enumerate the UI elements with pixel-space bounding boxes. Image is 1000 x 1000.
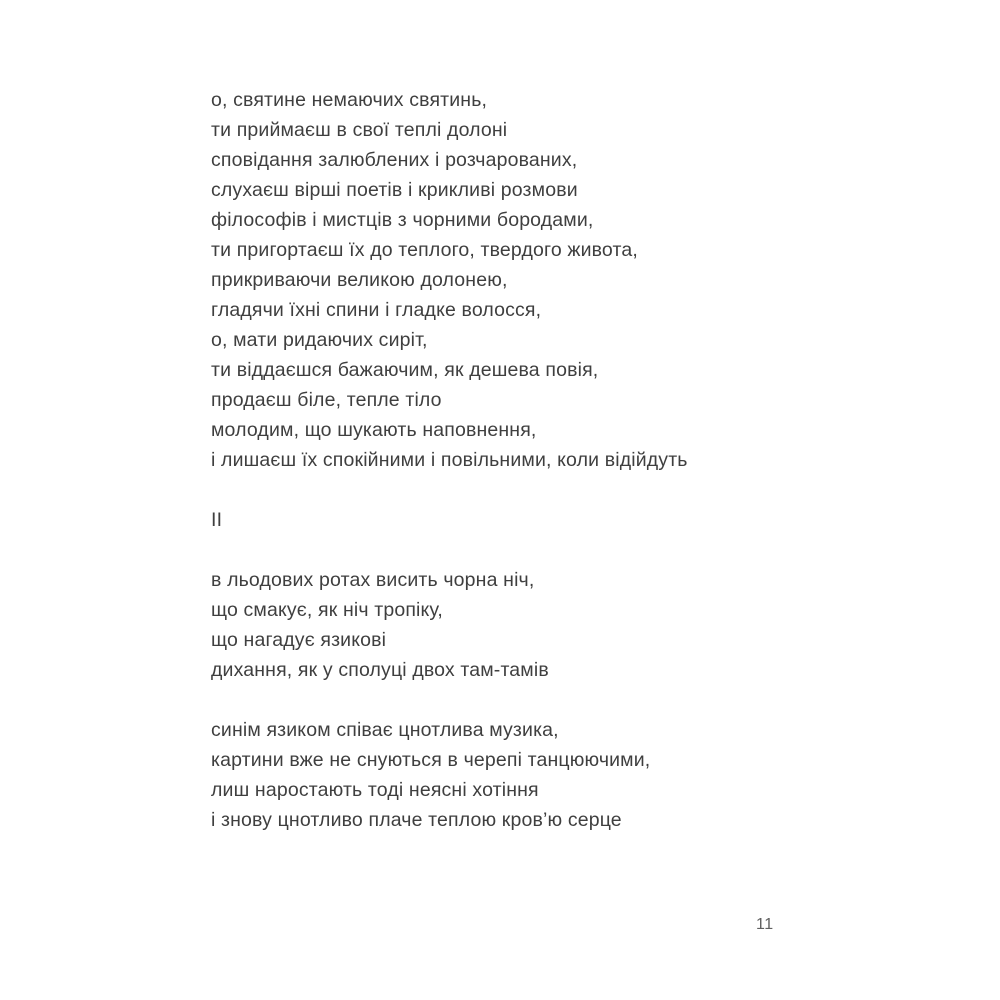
poem-line: лиш наростають тоді неясні хотіння [211, 779, 539, 801]
poem-line: прикриваючи великою долонею, [211, 269, 508, 291]
poem-line: ти пригортаєш їх до теплого, твердого живота, [211, 239, 638, 261]
poem-line: філософів і мистців з чорними бородами, [211, 209, 594, 231]
poem-line: молодим, що шукають наповнення, [211, 419, 537, 441]
poem-line: дихання, як у сполуці двох там-тамів [211, 659, 549, 681]
poem-line: ти віддаєшся бажаючим, як дешева повія, [211, 359, 599, 381]
poem-line: продаєш біле, тепле тіло [211, 389, 442, 411]
poem-line: о, мати ридаючих сиріт, [211, 329, 428, 351]
stanza-2 [211, 565, 688, 685]
poem-line: слухаєш вірші поетів і крикливі розмови [211, 179, 578, 201]
poem-line: сповідання залюблених і розчарованих, [211, 149, 578, 171]
section-number-label: II [211, 509, 223, 531]
poem-line: картини вже не снуються в черепі танцюючими, [211, 749, 651, 771]
poem-text-block [211, 85, 688, 865]
poem-line: і знову цнотливо плаче теплою кров’ю серце [211, 809, 622, 831]
page-number: 11 [756, 916, 774, 933]
poem-line: і лишаєш їх спокійними і повільними, коли відійдуть [211, 449, 688, 471]
poem-line: в льодових ротах висить чорна ніч, [211, 569, 535, 591]
stanza-1 [211, 85, 688, 475]
poem-line: що нагадує язикові [211, 629, 387, 651]
poem-line: ти приймаєш в свої теплі долоні [211, 119, 508, 141]
poem-line: що смакує, як ніч тропіку, [211, 599, 443, 621]
poem-line: синім язиком співає цнотлива музика, [211, 719, 559, 741]
poem-line: гладячи їхні спини і гладке волосся, [211, 299, 542, 321]
poem-line: о, святине немаючих святинь, [211, 89, 488, 111]
stanza-3 [211, 715, 688, 835]
